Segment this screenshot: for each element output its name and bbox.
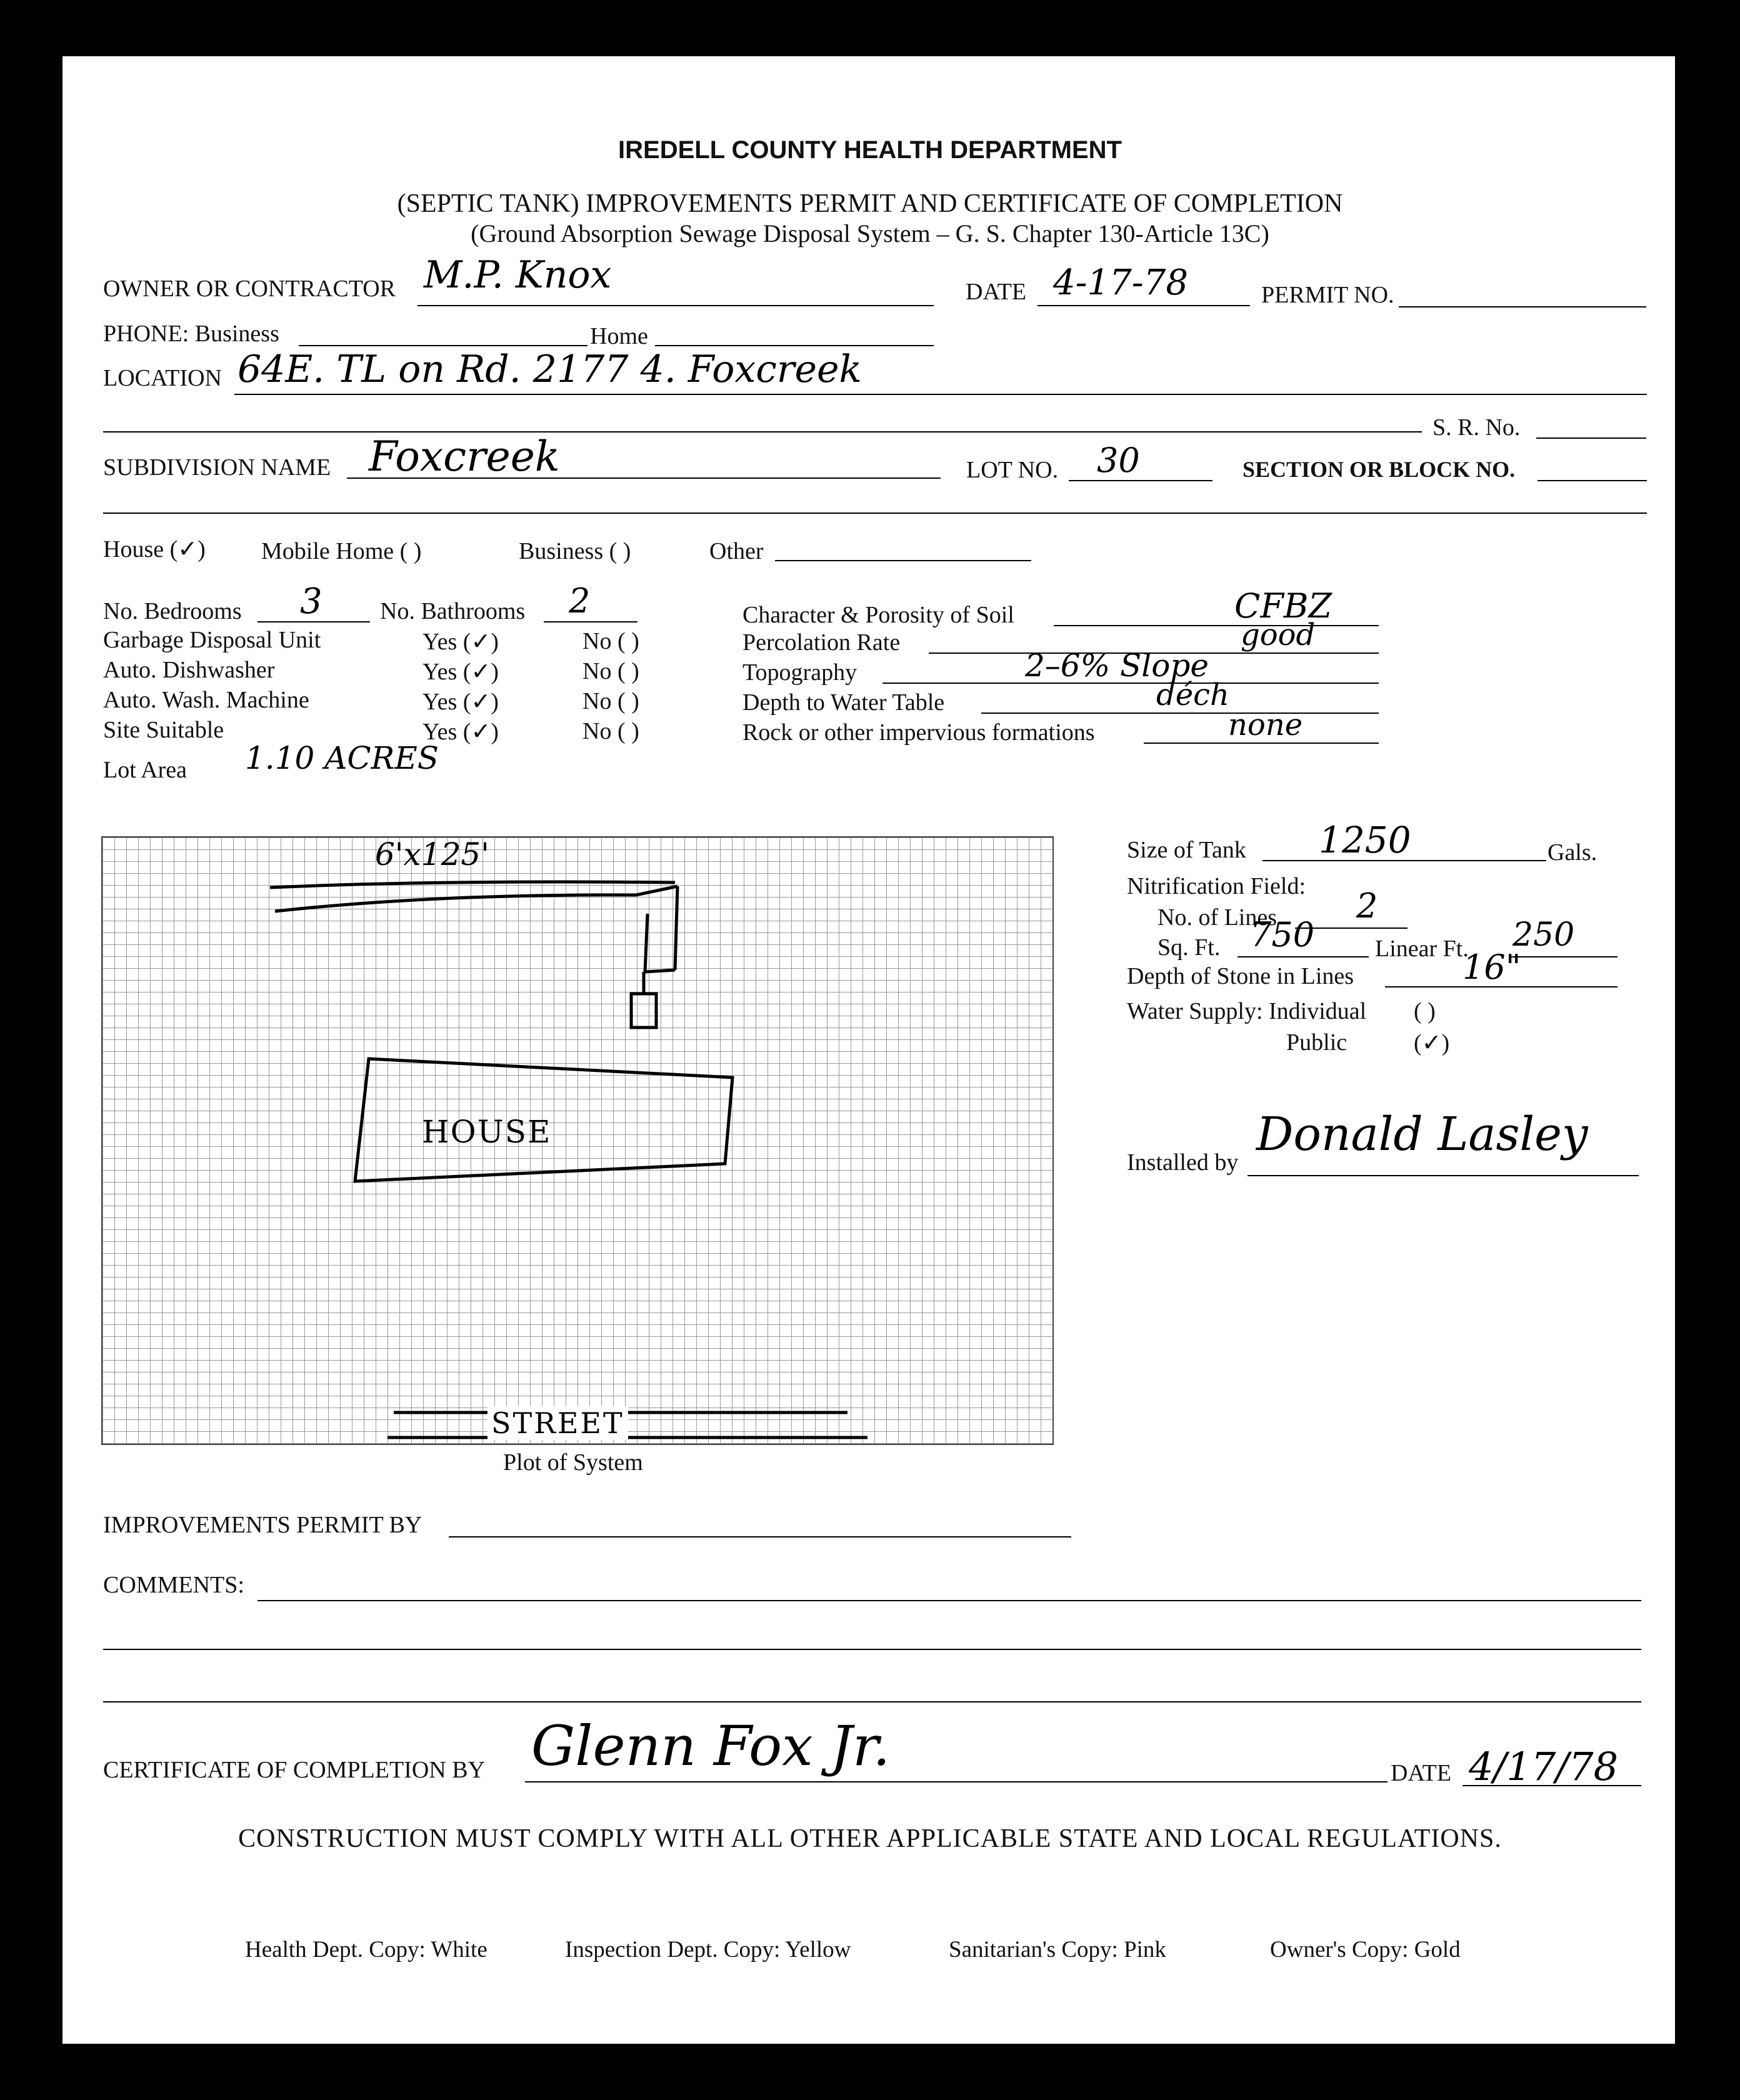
public-checkbox: (✓) — [1414, 1030, 1450, 1056]
phone-label: PHONE: Business — [103, 321, 279, 347]
certificate-label: CERTIFICATE OF COMPLETION BY — [103, 1757, 486, 1783]
individual-checkbox: ( ) — [1414, 998, 1436, 1024]
dishwasher-label: Auto. Dishwasher — [103, 657, 275, 683]
wash-machine-yes: Yes (✓) — [422, 689, 499, 715]
comments-label: COMMENTS: — [103, 1572, 244, 1598]
sqft-line — [1238, 956, 1369, 958]
dishwasher-yes: Yes (✓) — [422, 659, 499, 685]
tank-size-value: 1250 — [1319, 819, 1411, 861]
comments-line-2 — [103, 1649, 1641, 1650]
plot-house-label: HOUSE — [422, 1114, 552, 1150]
location-value: 64E. TL on Rd. 2177 4. Foxcreek — [238, 348, 862, 391]
perc-label: Percolation Rate — [742, 629, 901, 656]
lot-label: LOT NO. — [966, 457, 1059, 483]
permit-label: PERMIT NO. — [1261, 282, 1394, 308]
sr-label: S. R. No. — [1432, 414, 1521, 441]
lot-line — [1069, 480, 1212, 481]
certificate-signature: Glenn Fox Jr. — [531, 1714, 891, 1778]
owner-value: M.P. Knox — [424, 253, 612, 297]
lot-area-value: 1.10 ACRES — [245, 740, 439, 776]
nitrification-label: Nitrification Field: — [1127, 873, 1306, 899]
certificate-line — [525, 1781, 1388, 1782]
subdivision-label: SUBDIVISION NAME — [103, 454, 331, 481]
plot-grid — [101, 836, 1054, 1445]
site-suitable-yes: Yes (✓) — [422, 719, 499, 745]
copy-health-dept: Health Dept. Copy: White — [245, 1937, 488, 1962]
comments-line-1 — [258, 1600, 1641, 1601]
business-checkbox: Business ( ) — [519, 538, 631, 564]
location-label: LOCATION — [103, 365, 222, 391]
site-suitable-no: No ( ) — [582, 718, 639, 744]
completion-date-value: 4/17/78 — [1469, 1744, 1619, 1789]
garbage-disposal-no: No ( ) — [582, 628, 639, 654]
subdivision-value: Foxcreek — [369, 432, 560, 481]
house-checkbox: House (✓) — [103, 536, 206, 562]
water-table-label: Depth to Water Table — [742, 689, 945, 716]
form-subtitle: (Ground Absorption Sewage Disposal System – G. S. Chapter 130-Article 13C) — [471, 219, 1269, 248]
copy-owner: Owner's Copy: Gold — [1270, 1937, 1461, 1962]
divider-line — [103, 512, 1647, 514]
other-label: Other — [709, 538, 764, 564]
mobile-home-checkbox: Mobile Home ( ) — [261, 538, 422, 564]
completion-date-label: DATE — [1391, 1760, 1452, 1786]
linear-line — [1511, 956, 1618, 958]
gals-label: Gals. — [1548, 839, 1598, 866]
other-line — [775, 560, 1031, 561]
linear-value: 250 — [1512, 916, 1575, 954]
installed-by-label: Installed by — [1127, 1149, 1239, 1176]
plot-street-label: STREET — [488, 1406, 628, 1440]
installed-by-signature: Donald Lasley — [1256, 1108, 1588, 1161]
date-line — [1038, 305, 1250, 306]
bedrooms-label: No. Bedrooms — [103, 598, 242, 624]
section-line — [1538, 480, 1647, 481]
sr-line — [1536, 438, 1646, 439]
sqft-value: 750 — [1250, 915, 1315, 954]
form-title: (SEPTIC TANK) IMPROVEMENTS PERMIT AND CERTIFICATE OF COMPLETION — [397, 189, 1343, 218]
bathrooms-label: No. Bathrooms — [380, 598, 526, 624]
owner-label: OWNER OR CONTRACTOR — [103, 276, 396, 302]
site-suitable-label: Site Suitable — [103, 717, 224, 743]
installed-by-line — [1248, 1175, 1639, 1176]
perc-value: good — [1241, 618, 1316, 652]
copy-inspection-dept: Inspection Dept. Copy: Yellow — [565, 1937, 851, 1962]
water-supply-label: Water Supply: Individual — [1127, 998, 1367, 1024]
phone-home-line — [655, 345, 934, 346]
water-table-line — [981, 712, 1379, 714]
rock-line — [1144, 742, 1379, 744]
home-label: Home — [590, 323, 648, 349]
comments-line-3 — [103, 1701, 1641, 1702]
section-label: SECTION OR BLOCK NO. — [1242, 457, 1516, 482]
date-label: DATE — [966, 279, 1027, 305]
owner-line — [418, 305, 934, 306]
permit-line — [1399, 306, 1646, 308]
lot-area-label: Lot Area — [103, 757, 188, 783]
compliance-notice: CONSTRUCTION MUST COMPLY WITH ALL OTHER APPLICABLE STATE AND LOCAL REGULATIONS. — [238, 1824, 1502, 1853]
copy-sanitarian: Sanitarian's Copy: Pink — [949, 1937, 1166, 1962]
improvements-permit-label: IMPROVEMENTS PERMIT BY — [103, 1512, 422, 1538]
plot-caption: Plot of System — [503, 1449, 643, 1476]
plot-dimension: 6'x125' — [375, 836, 489, 872]
lot-value: 30 — [1097, 441, 1140, 480]
date-value: 4-17-78 — [1053, 262, 1188, 303]
phone-business-line — [299, 345, 588, 346]
public-label: Public — [1286, 1029, 1348, 1056]
soil-label: Character & Porosity of Soil — [742, 602, 1014, 628]
location-line — [234, 394, 1647, 395]
bathrooms-line — [544, 621, 638, 622]
sqft-label: Sq. Ft. — [1158, 934, 1221, 961]
garbage-disposal-label: Garbage Disposal Unit — [103, 627, 321, 653]
topography-label: Topography — [742, 659, 858, 686]
tank-size-label: Size of Tank — [1127, 837, 1246, 863]
department-title: IREDELL COUNTY HEALTH DEPARTMENT — [618, 136, 1122, 164]
garbage-disposal-yes: Yes (✓) — [422, 629, 499, 655]
rock-label: Rock or other impervious formations — [742, 719, 1095, 746]
wash-machine-no: No ( ) — [582, 688, 639, 714]
stone-label: Depth of Stone in Lines — [1127, 963, 1354, 989]
linear-label: Linear Ft. — [1375, 936, 1469, 962]
water-table-value: déch — [1156, 678, 1229, 712]
location-line-2 — [103, 431, 1422, 432]
dishwasher-no: No ( ) — [582, 658, 639, 684]
bathrooms-value: 2 — [569, 581, 591, 621]
wash-machine-label: Auto. Wash. Machine — [103, 687, 309, 713]
soil-value: CFBZ — [1234, 586, 1332, 626]
lines-label: No. of Lines — [1158, 904, 1278, 931]
stone-value: 16" — [1462, 948, 1521, 987]
topography-value: 2–6% Slope — [1025, 648, 1209, 684]
lines-value: 2 — [1356, 886, 1378, 926]
bedrooms-value: 3 — [300, 581, 322, 622]
rock-value: none — [1228, 708, 1303, 742]
improvements-permit-line — [449, 1536, 1071, 1538]
